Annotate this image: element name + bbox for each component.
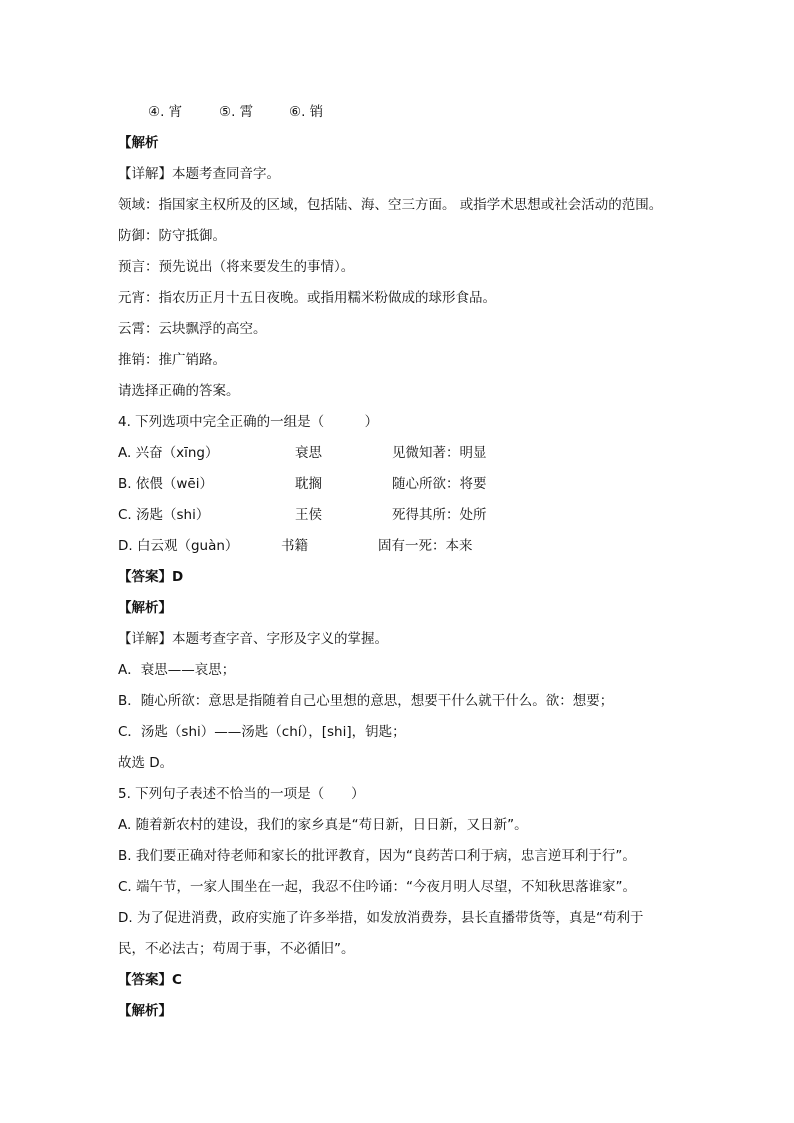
q4-option-c-term: 王侯	[295, 507, 322, 523]
answer-prompt: 请选择正确的答案。	[118, 383, 240, 399]
definition-line: 云霄：云块飘浮的高空。	[118, 321, 267, 337]
definition-line: 领域：指国家主权所及的区域，包括陆、海、空三方面。 或指学术思想或社会活动的范围。	[118, 197, 663, 213]
q4-option-c-idiom: 死得其所：处所	[392, 507, 487, 523]
q4-option-a-idiom: 见微知著：明显	[392, 445, 487, 461]
analysis-heading: 【解析】	[118, 600, 172, 616]
detail-intro: 【详解】本题考查同音字。	[118, 166, 280, 182]
analysis-heading: 【解析	[118, 135, 159, 151]
q5-option-d-continued: 民，不必法古；苟周于事，不必循旧”。	[118, 941, 355, 957]
definition-line: 推销：推广销路。	[118, 352, 226, 368]
answer-5: 【答案】C	[118, 972, 182, 988]
q4-option-d-word: D. 白云观（guàn）	[118, 538, 239, 554]
q4-option-d-idiom: 固有一死：本来	[378, 538, 473, 554]
conclusion-line: 故选 D。	[118, 755, 174, 771]
q4-option-b-idiom: 随心所欲：将要	[392, 476, 487, 492]
definition-line: 预言：预先说出（将来要发生的事情）。	[118, 259, 355, 275]
option-5: ⑤. 霄	[219, 104, 254, 120]
q4-option-a-word: A. 兴奋（xīng）	[118, 445, 219, 461]
q4-option-b-term: 耽搁	[295, 476, 322, 492]
q5-option-a: A. 随着新农村的建设，我们的家乡真是“苟日新，日日新，又日新”。	[118, 817, 528, 833]
detail-intro: 【详解】本题考查字音、字形及字义的掌握。	[118, 631, 388, 647]
option-6: ⑥. 销	[289, 104, 324, 120]
q4-option-b-word: B. 依偎（wēi）	[118, 476, 213, 492]
answer-4: 【答案】D	[118, 569, 184, 585]
q4-option-c-word: C. 汤匙（shi）	[118, 507, 210, 523]
q5-option-b: B. 我们要正确对待老师和家长的批评教育，因为“良药苦口利于病，忠言逆耳利于行”。	[118, 848, 636, 864]
analysis-heading: 【解析】	[118, 1003, 172, 1019]
question-5: 5. 下列句子表述不恰当的一项是（ ）	[118, 786, 365, 802]
q4-option-a-term: 衰思	[295, 445, 322, 461]
definition-line: 元宵：指农历正月十五日夜晚。或指用糯米粉做成的球形食品。	[118, 290, 496, 306]
definition-line: 防御：防守抵御。	[118, 228, 226, 244]
question-4: 4. 下列选项中完全正确的一组是（ ）	[118, 414, 379, 430]
option-4: ④. 宵	[148, 104, 183, 120]
explanation-line: C．汤匙（shi）——汤匙（chí），[shi]，钥匙；	[118, 724, 406, 740]
explanation-line: B．随心所欲：意思是指随着自己心里想的意思，想要干什么就干什么。欲：想要；	[118, 693, 614, 709]
q4-option-d-term: 书籍	[281, 538, 308, 554]
q5-option-d: D. 为了促进消费，政府实施了许多举措，如发放消费券，县长直播带货等，真是“苟利于	[118, 910, 644, 926]
q5-option-c: C. 端午节，一家人围坐在一起，我忍不住吟诵：“今夜月明人尽望，不知秋思落谁家”。	[118, 879, 636, 895]
explanation-line: A．衰思——哀思；	[118, 662, 236, 678]
